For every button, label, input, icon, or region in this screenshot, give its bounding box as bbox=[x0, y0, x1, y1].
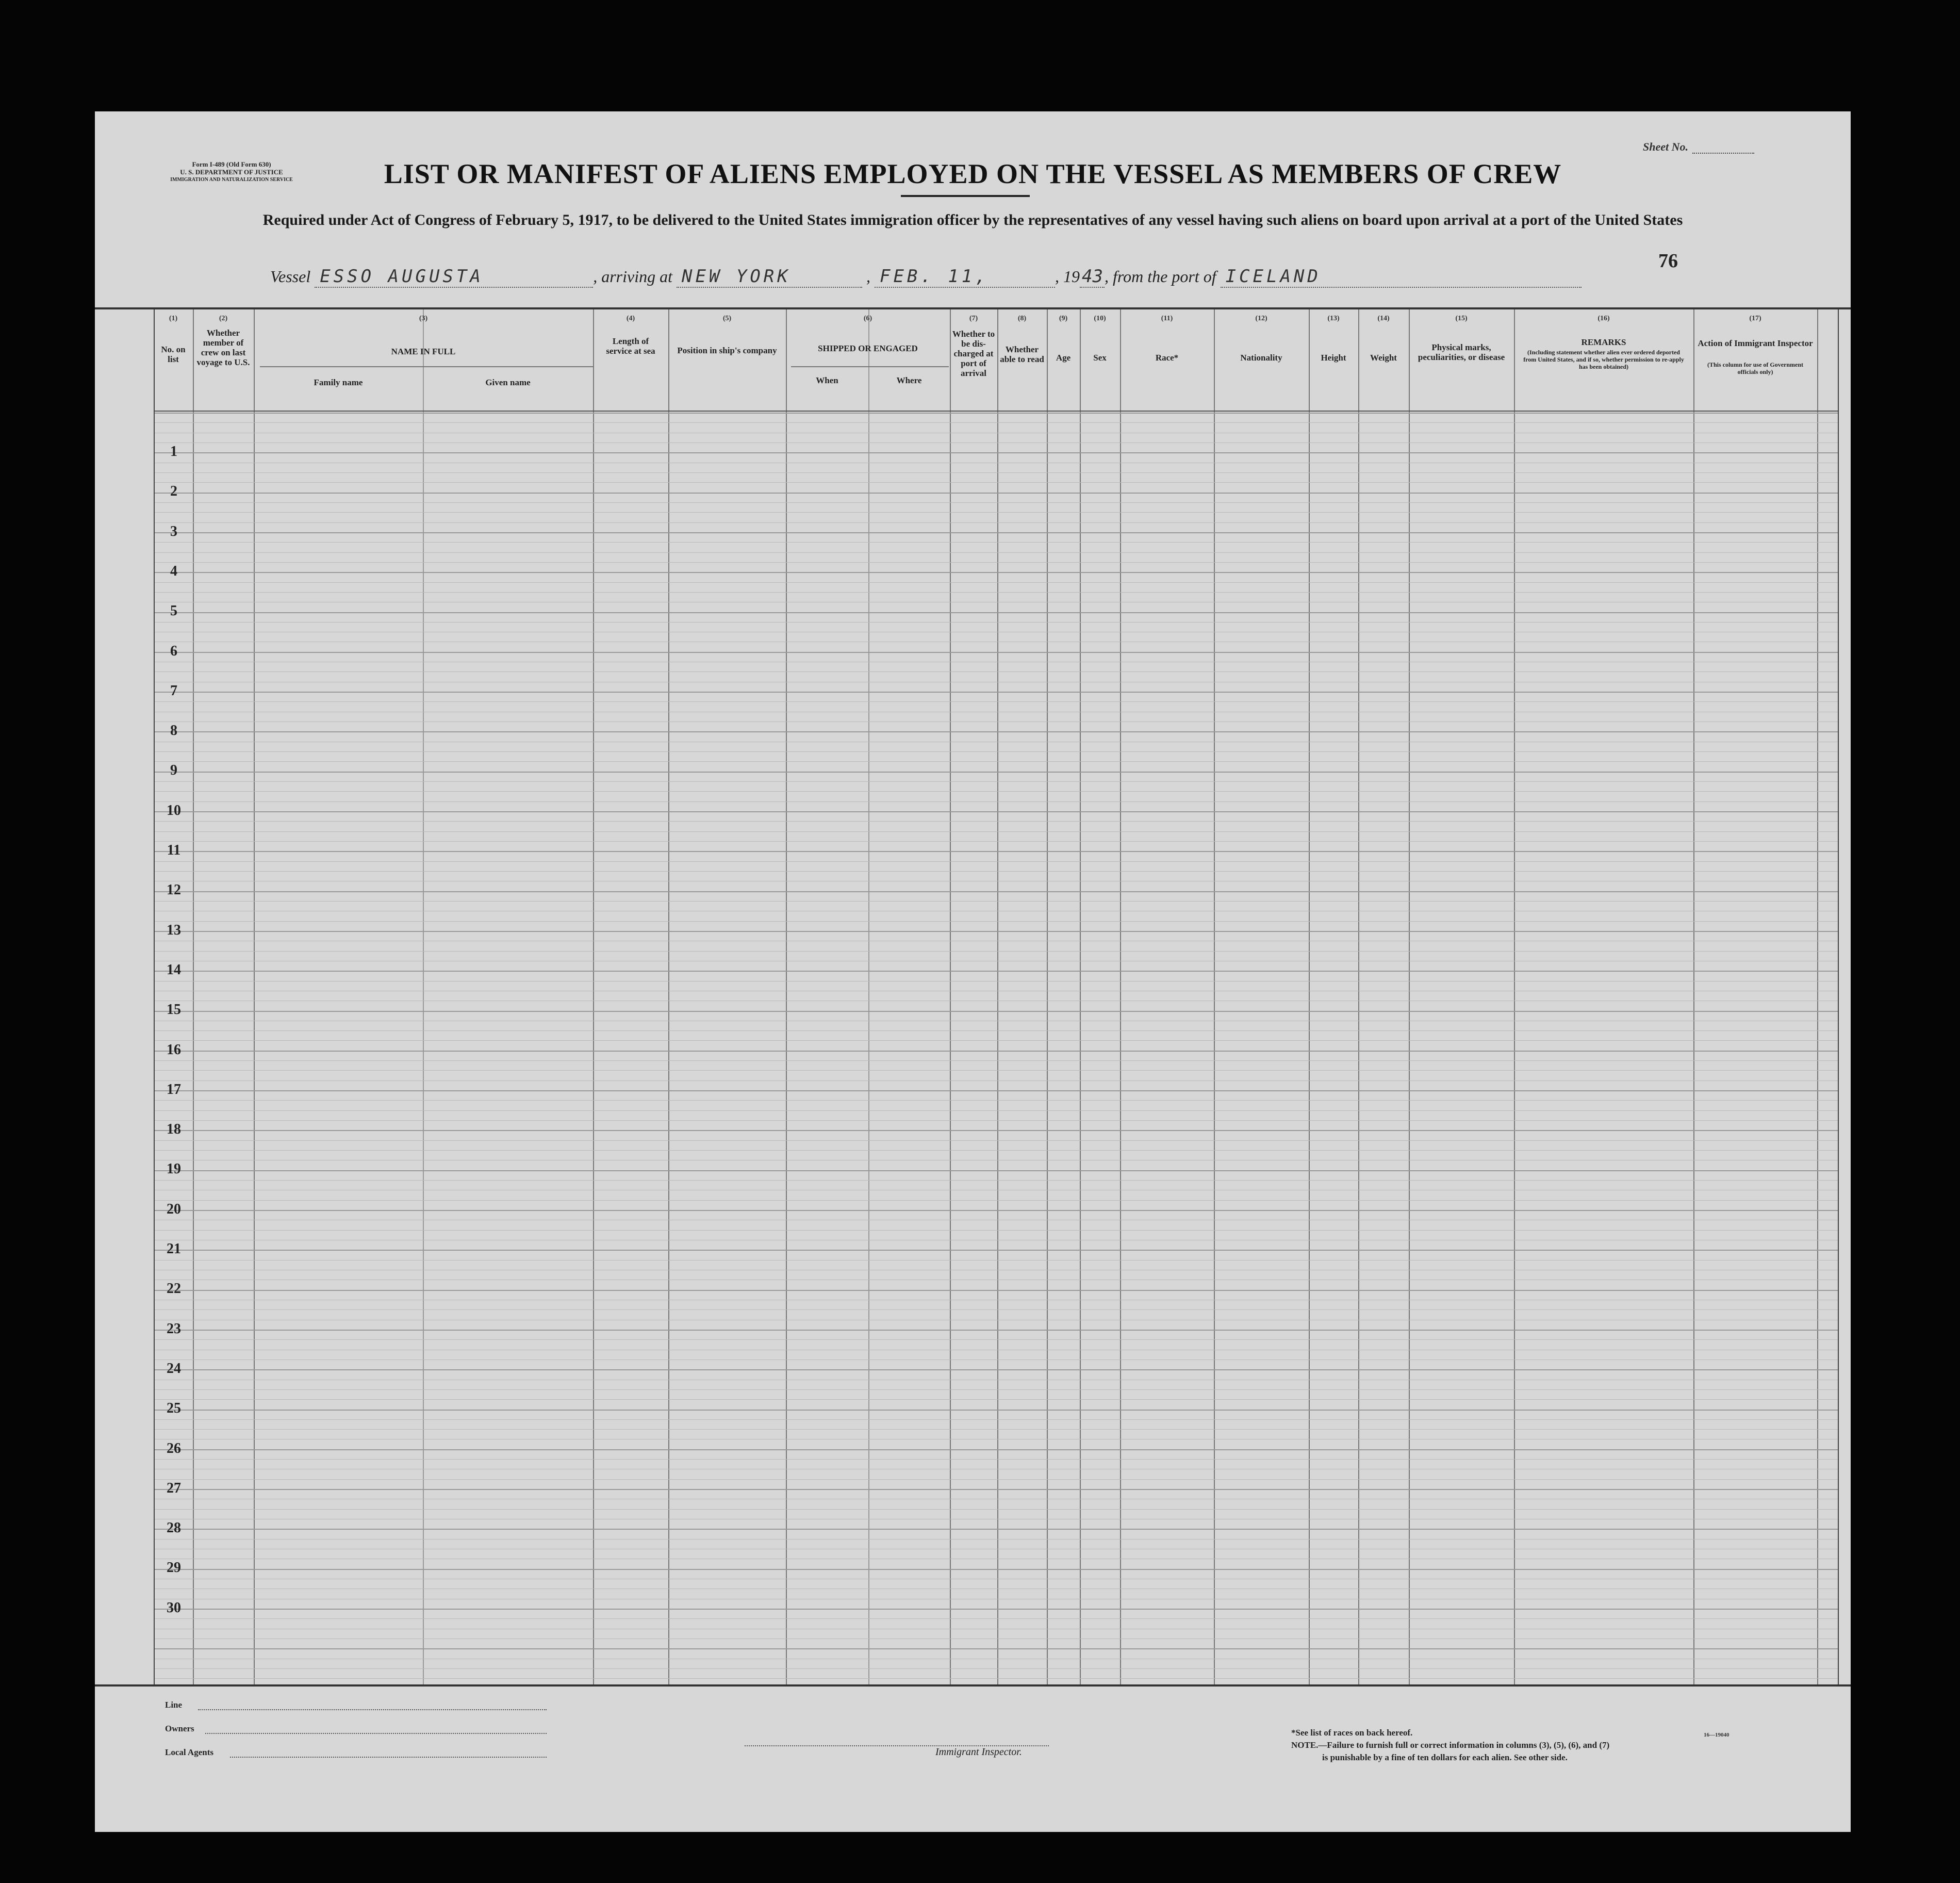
row-rule bbox=[155, 1170, 1838, 1171]
row-rule bbox=[155, 791, 1838, 792]
row-rule bbox=[155, 652, 1838, 653]
row-rule bbox=[155, 861, 1838, 862]
form-id-line: IMMIGRATION AND NATURALIZATION SERVICE bbox=[170, 177, 293, 183]
row-rule bbox=[155, 562, 1838, 563]
column-number: (9) bbox=[1059, 315, 1068, 322]
failure-note: NOTE.—Failure to furnish full or correct information in columns (3), (5), (6), and (7) bbox=[1291, 1740, 1610, 1750]
arrival-year-field[interactable]: 43 bbox=[1080, 266, 1105, 288]
owners-label: Owners bbox=[165, 1724, 194, 1733]
row-number: 13 bbox=[167, 922, 181, 938]
row-rule bbox=[155, 1509, 1838, 1510]
column-divider bbox=[1817, 309, 1818, 1684]
column-number: (11) bbox=[1161, 315, 1173, 322]
sheet-no-label: Sheet No. bbox=[1643, 140, 1688, 153]
row-number: 29 bbox=[167, 1560, 181, 1576]
row-number: 4 bbox=[170, 563, 177, 579]
column-divider bbox=[997, 309, 998, 1684]
row-rule bbox=[155, 1100, 1838, 1101]
row-rule bbox=[155, 1090, 1838, 1091]
column-number: (6) bbox=[863, 315, 872, 322]
crew-table bbox=[95, 309, 1851, 1684]
row-rule bbox=[155, 552, 1838, 553]
row-number: 24 bbox=[167, 1361, 181, 1377]
col-heading-service-at-sea: Length of service at sea bbox=[606, 336, 655, 356]
shipped-subheader-rule bbox=[791, 366, 949, 367]
row-rule bbox=[155, 701, 1838, 702]
row-rule bbox=[155, 751, 1838, 752]
row-number: 11 bbox=[167, 842, 181, 858]
vessel-label: Vessel bbox=[270, 267, 311, 286]
row-number: 1 bbox=[170, 444, 177, 460]
column-number: (12) bbox=[1255, 315, 1267, 322]
row-rule bbox=[155, 1399, 1838, 1400]
manifest-sheet bbox=[95, 111, 1851, 1832]
form-id-line: U. S. DEPARTMENT OF JUSTICE bbox=[180, 168, 283, 176]
row-rule bbox=[155, 1389, 1838, 1390]
row-rule bbox=[155, 781, 1838, 782]
row-number: 9 bbox=[170, 762, 177, 778]
row-rule bbox=[155, 1110, 1838, 1111]
col-heading-discharged: Whether to be dis-charged at port of arrival bbox=[952, 329, 995, 378]
column-divider bbox=[1838, 309, 1839, 1684]
row-number: 6 bbox=[170, 643, 177, 659]
row-rule bbox=[155, 413, 1838, 414]
row-rule bbox=[155, 901, 1838, 902]
row-rule bbox=[155, 542, 1838, 543]
row-number: 7 bbox=[170, 683, 177, 699]
arriving-label: , arriving at bbox=[593, 267, 672, 286]
row-number: 17 bbox=[167, 1082, 181, 1098]
col-heading-shipped-engaged: SHIPPED OR ENGAGED bbox=[818, 343, 918, 353]
row-rule bbox=[155, 1339, 1838, 1340]
column-divider bbox=[1047, 309, 1048, 1684]
row-number: 28 bbox=[167, 1520, 181, 1536]
row-rule bbox=[155, 1309, 1838, 1310]
col-heading-nationality: Nationality bbox=[1240, 353, 1282, 363]
col-heading-given-name: Given name bbox=[485, 378, 531, 387]
row-rule bbox=[155, 582, 1838, 583]
name-subheader-rule bbox=[260, 366, 593, 367]
owners-field[interactable] bbox=[205, 1733, 547, 1734]
row-number: 27 bbox=[167, 1480, 181, 1496]
row-rule bbox=[155, 452, 1838, 453]
row-rule bbox=[155, 841, 1838, 842]
column-divider bbox=[1514, 309, 1515, 1684]
row-rule bbox=[155, 1011, 1838, 1012]
column-number: (8) bbox=[1017, 315, 1027, 322]
column-number: (14) bbox=[1377, 315, 1390, 322]
year-prefix: 19 bbox=[1063, 267, 1080, 286]
column-divider bbox=[1120, 309, 1121, 1684]
row-number: 10 bbox=[167, 803, 181, 818]
row-rule bbox=[155, 1369, 1838, 1370]
row-rule bbox=[155, 1419, 1838, 1420]
row-rule bbox=[155, 891, 1838, 892]
column-divider bbox=[1214, 309, 1215, 1684]
row-rule bbox=[155, 1618, 1838, 1619]
sheet-number: 76 bbox=[1658, 250, 1678, 272]
row-rule bbox=[155, 731, 1838, 732]
row-number: 19 bbox=[167, 1161, 181, 1177]
page-subtitle: Required under Act of Congress of February 5, 1917, to be delivered to the United States immigration officer by the representatives of any vessel having such aliens on board upon arrival at a port of the United States bbox=[262, 211, 1683, 228]
row-rule bbox=[155, 1080, 1838, 1081]
row-rule bbox=[155, 522, 1838, 523]
row-rule bbox=[155, 1210, 1838, 1211]
row-number: 14 bbox=[167, 962, 181, 978]
row-rule bbox=[155, 422, 1838, 423]
header-bottom-rule bbox=[155, 411, 1838, 412]
row-rule bbox=[155, 572, 1838, 573]
col-heading-family-name: Family name bbox=[314, 378, 363, 387]
col-heading-physical-marks: Physical marks, peculiarities, or disease bbox=[1418, 342, 1505, 362]
column-divider bbox=[668, 309, 669, 1684]
col-heading-where: Where bbox=[896, 375, 922, 385]
row-number: 12 bbox=[167, 882, 181, 898]
row-number: 26 bbox=[167, 1440, 181, 1456]
row-rule bbox=[155, 1150, 1838, 1151]
column-number: (2) bbox=[219, 315, 228, 322]
column-number: (3) bbox=[419, 315, 428, 322]
column-divider bbox=[786, 309, 787, 1684]
row-number: 18 bbox=[167, 1121, 181, 1137]
row-rule bbox=[155, 772, 1838, 773]
row-rule bbox=[155, 811, 1838, 812]
row-rule bbox=[155, 1489, 1838, 1490]
row-number: 25 bbox=[167, 1400, 181, 1416]
row-rule bbox=[155, 1459, 1838, 1460]
column-divider bbox=[1080, 309, 1081, 1684]
row-rule bbox=[155, 1180, 1838, 1181]
col-heading-name-in-full: NAME IN FULL bbox=[391, 347, 456, 356]
col-heading-race: Race* bbox=[1155, 353, 1179, 363]
row-number: 16 bbox=[167, 1042, 181, 1058]
row-rule bbox=[155, 1539, 1838, 1540]
vessel-info-line: Vessel ESSO AUGUSTA , arriving at NEW YORK , FEB. 11, , 19 43, from the port of ICELAND bbox=[270, 266, 1582, 288]
row-rule bbox=[155, 612, 1838, 613]
row-rule bbox=[155, 622, 1838, 623]
row-rule bbox=[155, 1609, 1838, 1610]
column-number: (13) bbox=[1327, 315, 1340, 322]
col-heading-able-to-read: Whether able to read bbox=[1000, 345, 1044, 364]
column-divider bbox=[1358, 309, 1359, 1684]
row-rule bbox=[155, 1668, 1838, 1669]
column-divider bbox=[593, 309, 594, 1684]
column-number: (1) bbox=[169, 315, 178, 322]
column-number: (7) bbox=[969, 315, 978, 322]
col-heading-remarks: REMARKS bbox=[1581, 337, 1626, 347]
col-heading-no: No. on list bbox=[161, 345, 186, 364]
row-number: 8 bbox=[170, 723, 177, 739]
col-heading-position: Position in ship's company bbox=[677, 346, 777, 355]
col-heading-inspector-note: (This column for use of Government officials only) bbox=[1707, 361, 1804, 375]
row-number: 22 bbox=[167, 1281, 181, 1297]
arrival-date-field[interactable]: FEB. 11, bbox=[875, 266, 1055, 288]
column-divider bbox=[1309, 309, 1310, 1684]
arrival-port-field[interactable]: NEW YORK bbox=[677, 266, 862, 288]
form-id-line: Form I-489 (Old Form 630) bbox=[192, 160, 271, 168]
sheet-no-field bbox=[1643, 140, 1754, 154]
row-rule bbox=[155, 1529, 1838, 1530]
col-heading-remarks-note: (Including statement whether alien ever ordered deported from United States, and if so, whether permission to re-apply has been obtained) bbox=[1523, 349, 1684, 370]
row-rule bbox=[155, 1070, 1838, 1071]
row-rule bbox=[155, 592, 1838, 593]
footer-divider bbox=[95, 1684, 1851, 1686]
col-heading-sex: Sex bbox=[1093, 353, 1107, 363]
page-title: LIST OR MANIFEST OF ALIENS EMPLOYED ON THE VESSEL AS MEMBERS OF CREW bbox=[384, 158, 1562, 189]
row-rule bbox=[155, 1120, 1838, 1121]
row-rule bbox=[155, 1040, 1838, 1041]
col-heading-crew-last-voyage: Whether member of crew on last voyage to U.S. bbox=[196, 328, 250, 367]
row-rule bbox=[155, 1648, 1838, 1649]
fine-note: is punishable by a fine of ten dollars for each alien. See other side. bbox=[1322, 1753, 1568, 1762]
sheet-no-blank[interactable] bbox=[1692, 153, 1754, 154]
column-number: (10) bbox=[1094, 315, 1106, 322]
row-number: 30 bbox=[167, 1600, 181, 1616]
row-rule bbox=[155, 931, 1838, 932]
row-rule bbox=[155, 1678, 1838, 1679]
row-rule bbox=[155, 831, 1838, 832]
local-agents-label: Local Agents bbox=[165, 1747, 213, 1757]
column-number: (4) bbox=[626, 315, 635, 322]
vessel-name-field[interactable]: ESSO AUGUSTA bbox=[315, 266, 593, 288]
row-number: 2 bbox=[170, 483, 177, 499]
col-heading-inspector-action: Action of Immigrant Inspector bbox=[1698, 338, 1813, 348]
row-rule bbox=[155, 482, 1838, 483]
row-number: 15 bbox=[167, 1002, 181, 1018]
column-divider bbox=[423, 309, 424, 1684]
row-rule bbox=[155, 502, 1838, 503]
row-rule bbox=[155, 1140, 1838, 1141]
row-rule bbox=[155, 851, 1838, 852]
row-rule bbox=[155, 1130, 1838, 1131]
row-rule bbox=[155, 761, 1838, 762]
row-rule bbox=[155, 1051, 1838, 1052]
column-divider bbox=[154, 309, 155, 1684]
row-rule bbox=[155, 801, 1838, 802]
column-divider bbox=[1409, 309, 1410, 1684]
row-rule bbox=[155, 1449, 1838, 1450]
row-rule bbox=[155, 532, 1838, 533]
row-rule bbox=[155, 821, 1838, 822]
column-number: (5) bbox=[722, 315, 732, 322]
races-note: *See list of races on back hereof. bbox=[1291, 1728, 1413, 1738]
row-rule bbox=[155, 1429, 1838, 1430]
row-number: 21 bbox=[167, 1241, 181, 1257]
row-rule bbox=[155, 1200, 1838, 1201]
row-rule bbox=[155, 493, 1838, 494]
row-number: 23 bbox=[167, 1321, 181, 1337]
row-number: 20 bbox=[167, 1201, 181, 1217]
title-underline bbox=[901, 195, 1030, 197]
row-rule bbox=[155, 871, 1838, 872]
row-rule bbox=[155, 1030, 1838, 1031]
row-rule bbox=[155, 512, 1838, 513]
row-rule bbox=[155, 1250, 1838, 1251]
column-divider bbox=[950, 309, 951, 1684]
row-rule bbox=[155, 1060, 1838, 1061]
departure-port-field[interactable]: ICELAND bbox=[1221, 266, 1582, 288]
form-print-number: 16—19040 bbox=[1704, 1732, 1730, 1738]
row-rule bbox=[155, 1290, 1838, 1291]
column-number: (17) bbox=[1749, 315, 1761, 322]
row-rule bbox=[155, 472, 1838, 473]
col-heading-weight: Weight bbox=[1370, 353, 1397, 363]
column-divider bbox=[1693, 309, 1694, 1684]
row-rule bbox=[155, 971, 1838, 972]
line-label: Line bbox=[165, 1700, 183, 1710]
row-number: 5 bbox=[170, 603, 177, 619]
row-rule bbox=[155, 1569, 1838, 1570]
column-divider bbox=[254, 309, 255, 1684]
row-rule bbox=[155, 951, 1838, 952]
col-heading-height: Height bbox=[1321, 353, 1346, 363]
row-rule bbox=[155, 1330, 1838, 1331]
row-rule bbox=[155, 1479, 1838, 1480]
column-number: (16) bbox=[1597, 315, 1610, 322]
immigrant-inspector-label: Immigrant Inspector. bbox=[935, 1746, 1022, 1758]
local-agents-field[interactable] bbox=[230, 1757, 547, 1758]
row-rule bbox=[155, 921, 1838, 922]
from-label: , from the port of bbox=[1104, 267, 1216, 286]
column-divider bbox=[193, 309, 194, 1684]
row-rule bbox=[155, 692, 1838, 693]
line-field[interactable] bbox=[198, 1709, 547, 1710]
col-heading-age: Age bbox=[1056, 353, 1071, 363]
row-rule bbox=[155, 1410, 1838, 1411]
row-number: 3 bbox=[170, 523, 177, 539]
column-divider bbox=[868, 309, 869, 1684]
col-heading-when: When bbox=[816, 375, 838, 385]
column-number: (15) bbox=[1455, 315, 1468, 322]
row-rule bbox=[155, 1230, 1838, 1231]
